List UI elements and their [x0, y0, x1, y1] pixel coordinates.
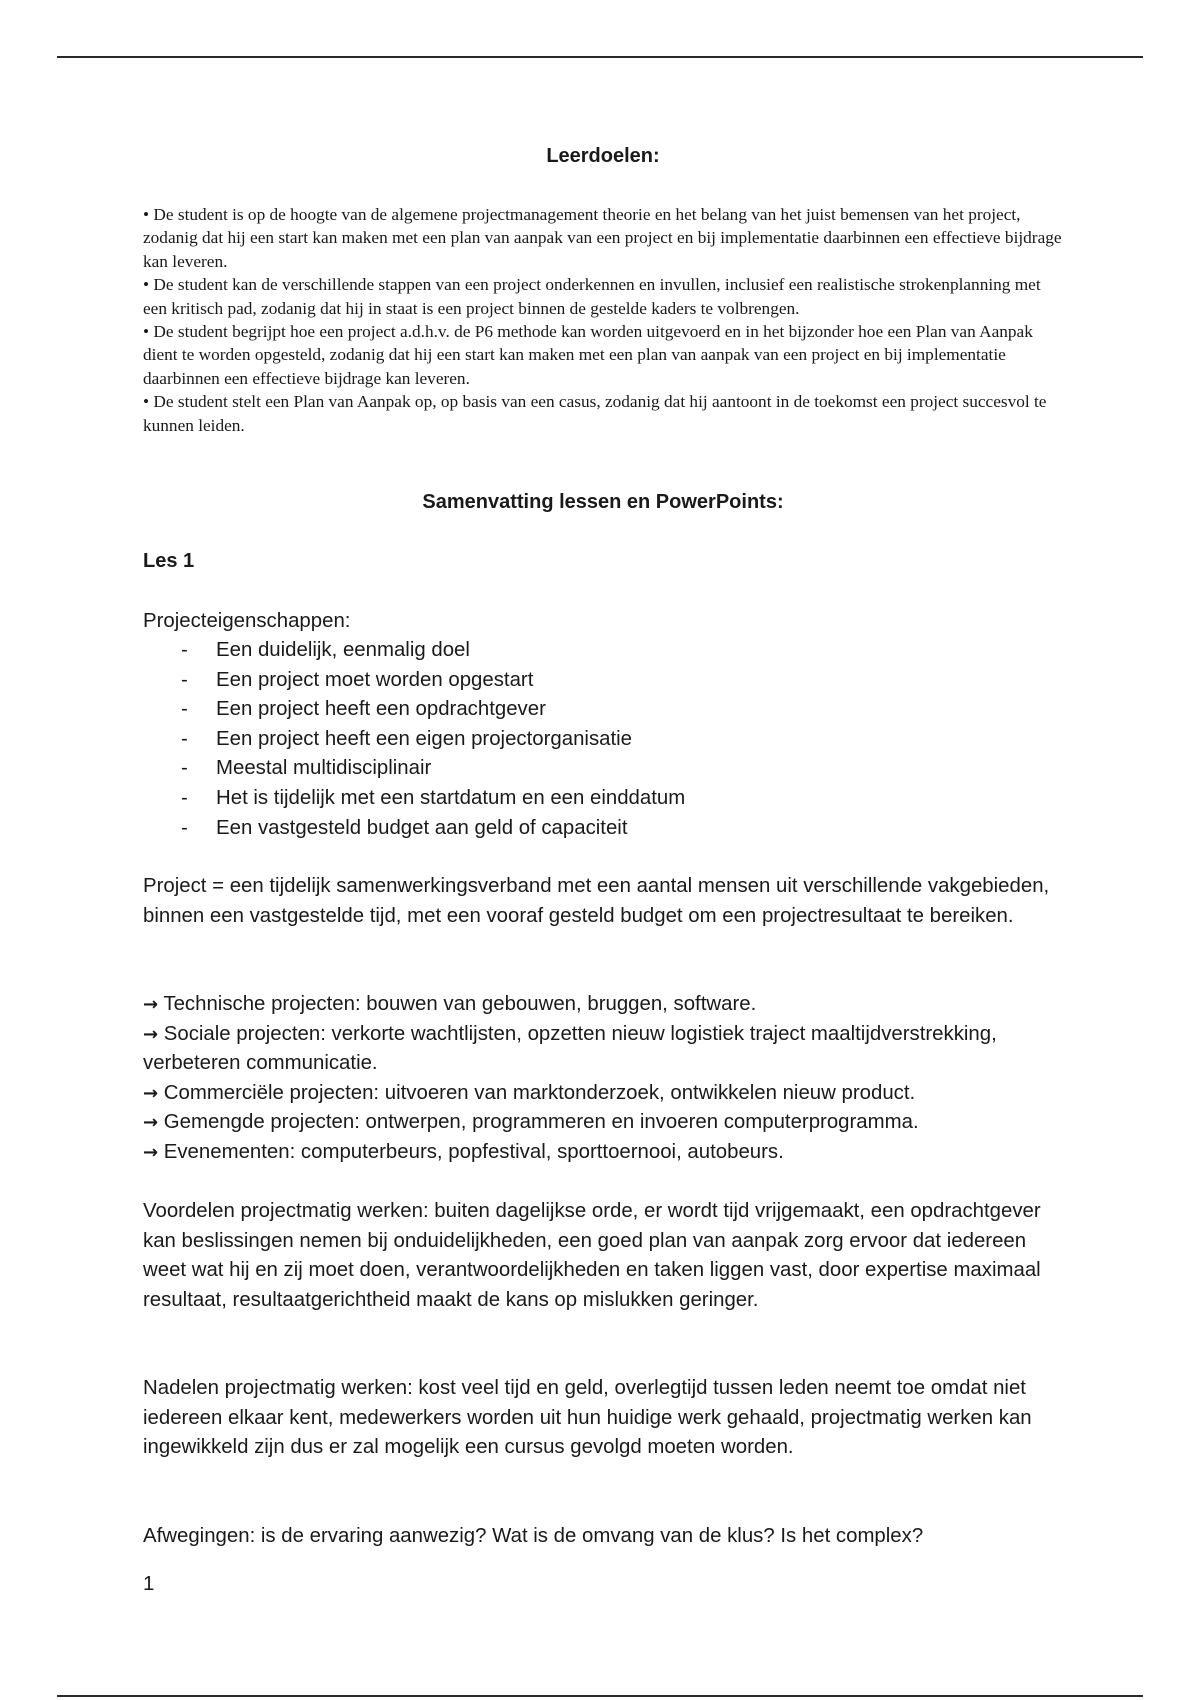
properties-list — [143, 636, 685, 843]
project-type-item — [143, 990, 1063, 1020]
list-item-text: Een vastgesteld budget aan geld of capaciteit — [216, 816, 628, 839]
list-item-text: Een project heeft een eigen projectorganisatie — [216, 727, 633, 750]
project-type-item — [143, 1138, 1063, 1168]
list-item — [143, 754, 685, 784]
project-type-text: Gemengde projecten: ontwerpen, programmeren en invoeren computerprogramma. — [163, 1111, 919, 1134]
project-type-text: Evenementen: computerbeurs, popfestival, sporttoernooi, autobeurs. — [163, 1140, 784, 1163]
project-type-item — [143, 1079, 1063, 1109]
list-item — [143, 814, 685, 844]
arrow-right-icon: → — [143, 1112, 159, 1134]
disadvantages-paragraph: Nadelen projectmatig werken: kost veel tijd en geld, overlegtijd tussen leden neemt toe omdat niet iedereen elkaar kent, medewerkers worden uit hun huidige werk gehaald, projectmatig werken kan ingewikkeld zijn dus er zal mogelijk een cursus gevolgd moeten worden. — [143, 1377, 1032, 1459]
arrow-right-icon: → — [143, 1023, 159, 1045]
page-number: 1 — [143, 1573, 155, 1595]
list-item-text: Een duidelijk, eenmalig doel — [216, 639, 470, 661]
learning-goals-title: Leerdoelen: — [546, 145, 660, 167]
properties-label: Projecteigenschappen: — [143, 610, 351, 632]
project-type-item — [143, 1020, 1063, 1079]
considerations-paragraph: Afwegingen: is de ervaring aanwezig? Wat is de omvang van de klus? Is het complex? — [143, 1525, 924, 1547]
project-type-text: Commerciële projecten: uitvoeren van marktonderzoek, ontwikkelen nieuw product. — [163, 1081, 916, 1104]
dash-bullet: - — [181, 816, 188, 839]
advantages-paragraph: Voordelen projectmatig werken: buiten dagelijkse orde, er wordt tijd vrijgemaakt, een opdrachtgever kan beslissingen nemen bij onduidelijkheden, een goed plan van aanpak zorg ervoor dat iedereen weet wat hij en zij moet doen, verantwoordelijkheden en taken liggen vast, door expertise maximaal resultaat, resultaatgerichtheid maakt de kans op mislukken geringer. — [143, 1200, 1041, 1311]
dash-bullet: - — [181, 786, 188, 809]
learning-goals-list — [143, 203, 1063, 437]
arrow-right-icon: → — [143, 1141, 159, 1163]
arrow-right-icon: → — [143, 994, 159, 1015]
list-item-text: Het is tijdelijk met een startdatum en een einddatum — [216, 786, 686, 809]
dash-bullet: - — [181, 757, 188, 780]
list-item — [143, 784, 685, 814]
arrow-right-icon: → — [143, 1082, 159, 1104]
project-type-text: Sociale projecten: verkorte wachtlijsten, opzetten nieuw logistiek traject maaltijdverstrekking, verbeteren communicatie. — [143, 1022, 997, 1075]
summary-title: Samenvatting lessen en PowerPoints: — [422, 491, 784, 513]
lesson-title: Les 1 — [143, 550, 195, 572]
learning-goal-item: • De student is op de hoogte van de algemene projectmanagement theorie en het belang van het juist bemensen van het project, zodanig dat hij een start kan maken met een plan van aanpak van een project en bij implementatie daarbinnen een effectieve bijdrage kan leveren. — [143, 205, 1062, 271]
project-types-list — [143, 990, 1063, 1168]
list-item-text: Een project moet worden opgestart — [216, 668, 534, 691]
project-definition: Project = een tijdelijk samenwerkingsverband met een aantal mensen uit verschillende vakgebieden, binnen een vastgestelde tijd, met een vooraf gesteld budget om een projectresultaat te bereiken. — [143, 875, 1050, 927]
list-item — [143, 725, 685, 755]
list-item — [143, 666, 685, 696]
list-item — [143, 695, 685, 725]
list-item — [143, 636, 685, 666]
list-item-text: Een project heeft een opdrachtgever — [216, 698, 546, 721]
dash-bullet: - — [181, 727, 188, 750]
dash-bullet: - — [181, 668, 188, 691]
dash-bullet: - — [181, 698, 188, 721]
list-item-text: Meestal multidisciplinair — [216, 757, 432, 780]
dash-bullet: - — [181, 639, 188, 661]
project-type-item — [143, 1108, 1063, 1138]
header-rule — [57, 56, 1143, 58]
learning-goal-item: • De student stelt een Plan van Aanpak op, op basis van een casus, zodanig dat hij aantoont in de toekomst een project succesvol te kunnen leiden. — [143, 392, 1047, 435]
footer-rule — [57, 1695, 1143, 1697]
project-type-text: Technische projecten: bouwen van gebouwen, bruggen, software. — [163, 993, 757, 1015]
learning-goal-item: • De student begrijpt hoe een project a.d.h.v. de P6 methode kan worden uitgevoerd en in het bijzonder hoe een Plan van Aanpak dient te worden opgesteld, zodanig dat hij een start kan maken met een plan van aanpak van een project en bij implementatie daarbinnen een effectieve bijdrage kan leveren. — [143, 322, 1033, 388]
learning-goal-item: • De student kan de verschillende stappen van een project onderkennen en invullen, inclusief een realistische strokenplanning met een kritisch pad, zodanig dat hij in staat is een project binnen de gestelde kaders te volbrengen. — [143, 275, 1041, 318]
